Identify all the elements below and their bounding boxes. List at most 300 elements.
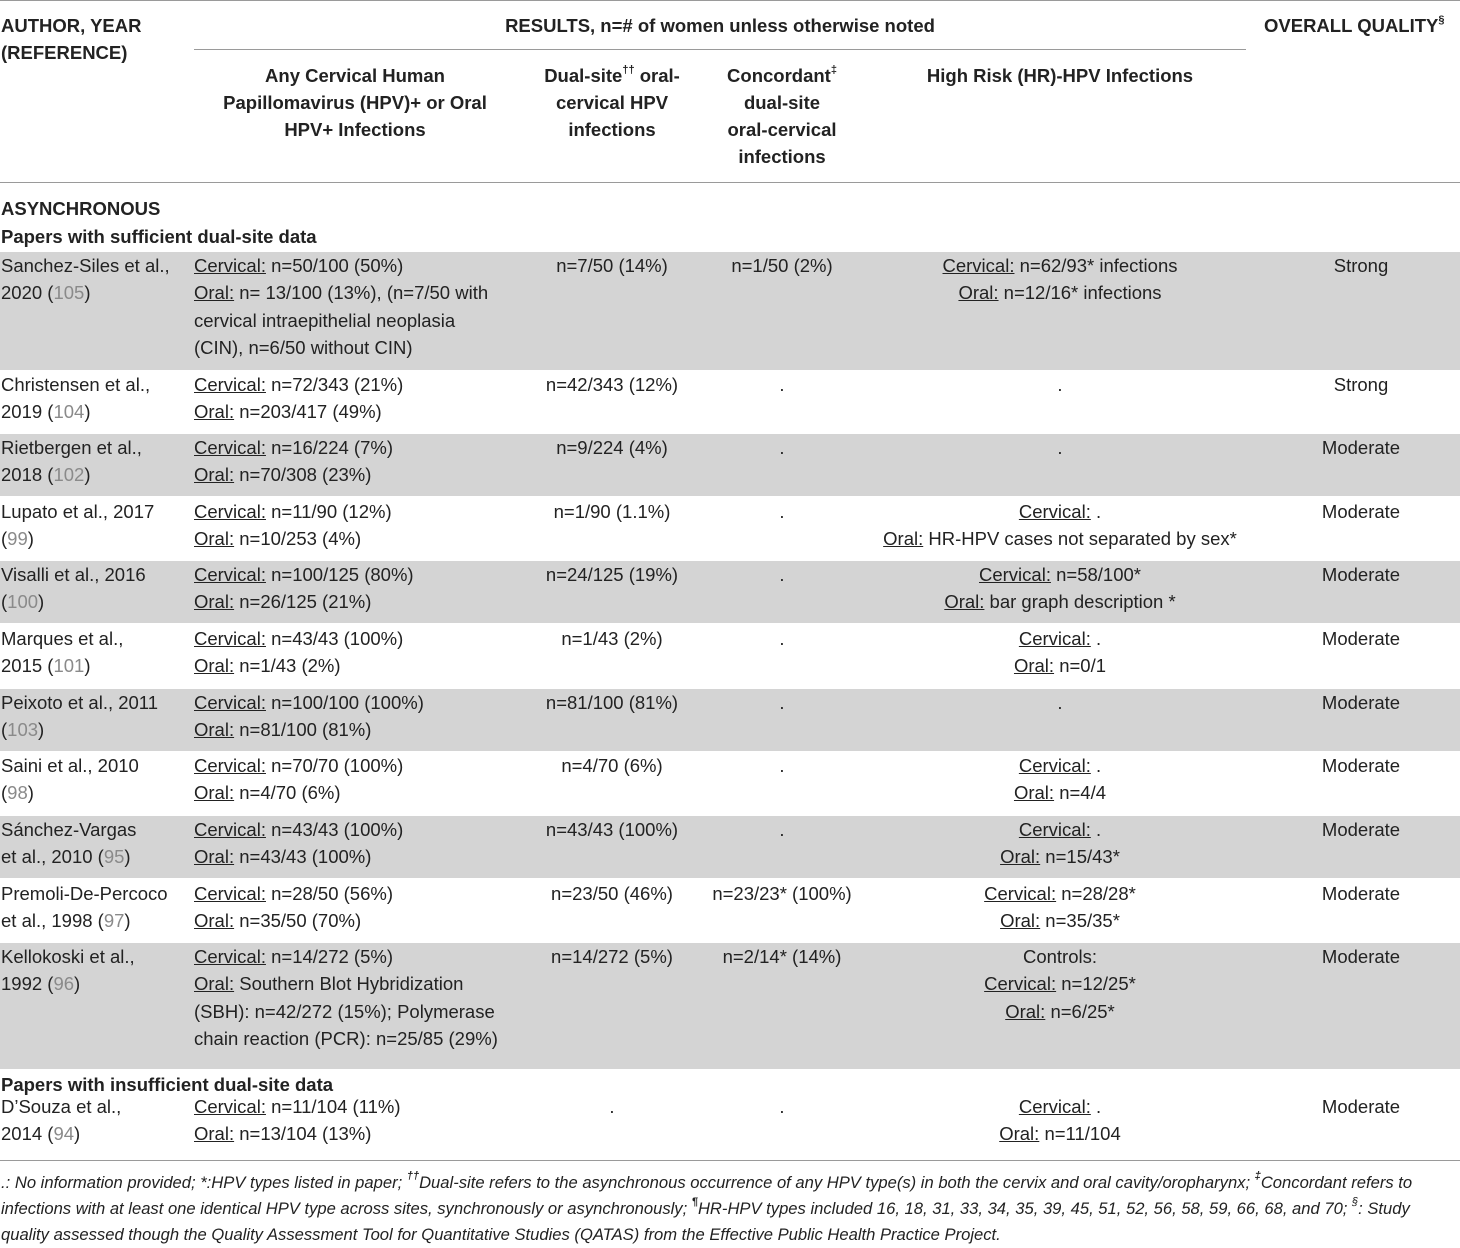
author-line [1, 652, 189, 679]
hr-line [870, 689, 1250, 716]
hr-value: n=12/25* [1056, 973, 1136, 995]
quality-cell: Strong [1333, 255, 1389, 276]
quality-cell: Moderate [1321, 564, 1401, 585]
reference-number: 104 [53, 401, 85, 423]
author-text: 2014 ( [1, 1123, 54, 1145]
reference-number: 105 [53, 282, 85, 304]
author-text: 2018 ( [1, 464, 54, 486]
hr-line [870, 498, 1250, 525]
site-label: Cervical: [942, 255, 1015, 276]
author-text: et al., 1998 ( [1, 910, 104, 932]
site-label: Cervical: [979, 564, 1051, 585]
site-label: Cervical: [984, 973, 1057, 995]
infection-line [194, 716, 524, 743]
site-label: Oral: [194, 846, 235, 868]
infection-value: n=43/43 (100%) [265, 819, 404, 840]
any-infections-cell [194, 561, 524, 616]
author-line [1, 625, 189, 652]
author-text: ) [124, 846, 131, 868]
hr-line [870, 561, 1250, 588]
table-row [0, 943, 1460, 1069]
hr-line [870, 1120, 1250, 1147]
quality-cell: Moderate [1321, 692, 1401, 713]
infection-value: n=11/90 (12%) [265, 501, 392, 522]
hr-value: . [1090, 755, 1102, 776]
infection-line [194, 752, 524, 779]
author-text: ) [38, 591, 45, 613]
section-insufficient: Papers with insufficient dual-site data [1, 1074, 334, 1095]
hr-value: . [1090, 1096, 1102, 1117]
site-label: Cervical: [194, 501, 266, 522]
site-label: Oral: [194, 655, 235, 677]
author-text: 1992 ( [1, 973, 54, 995]
infection-value: n=14/272 (5%) [265, 946, 393, 967]
author-text: ) [74, 973, 81, 995]
author-text: ( [1, 528, 8, 550]
hr-hpv-cell [870, 252, 1250, 307]
reference-number: 99 [7, 528, 28, 550]
dual-site-cell: n=24/125 (19%) [545, 564, 679, 585]
site-label: Cervical: [1018, 755, 1091, 776]
concordant-cell: . [779, 628, 785, 649]
author-line [1, 689, 189, 716]
hr-line [870, 752, 1250, 779]
section-sufficient: Papers with sufficient dual-site data [1, 226, 317, 247]
site-label: Cervical: [984, 883, 1057, 904]
author-text: 2019 ( [1, 401, 54, 423]
infection-value: n=16/224 (7%) [265, 437, 393, 458]
quality-cell: Moderate [1321, 628, 1401, 649]
author-line [1, 943, 189, 970]
author-cell [1, 434, 189, 489]
hr-value: . [1090, 819, 1102, 840]
hr-value: . [1090, 501, 1102, 522]
infection-value: n= 13/100 (13%), (n=7/50 with [234, 282, 489, 304]
author-cell [1, 498, 189, 553]
author-text: D’Souza et al., [1, 1096, 122, 1117]
dual-site-cell: n=7/50 (14%) [556, 255, 668, 276]
table-row [0, 498, 1460, 560]
author-text: ) [74, 1123, 81, 1145]
hr-value: Controls: [1022, 946, 1098, 967]
site-label: Oral: [1000, 846, 1041, 868]
header-concordant: Concordant‡ dual-site oral-cervical infections [727, 63, 837, 167]
header-quality: OVERALL QUALITY§ [1264, 13, 1445, 36]
hr-value: n=0/1 [1054, 655, 1107, 677]
author-text: Peixoto et al., 2011 [1, 692, 159, 713]
author-line [1, 752, 189, 779]
author-line [1, 816, 189, 843]
hr-line [870, 843, 1250, 870]
hr-line [870, 279, 1250, 306]
hr-hpv-cell [870, 625, 1250, 680]
dual-site-cell: n=1/90 (1.1%) [553, 501, 671, 522]
hr-value: . [1057, 437, 1063, 458]
any-infections-cell [194, 434, 524, 489]
author-line [1, 1120, 189, 1147]
table-row [0, 689, 1460, 751]
infection-line [194, 943, 524, 970]
site-label: Oral: [194, 973, 235, 995]
author-cell [1, 689, 189, 744]
site-label: Oral: [194, 782, 235, 804]
hr-value: n=6/25* [1045, 1000, 1115, 1022]
reference-number: 97 [103, 910, 125, 932]
author-cell [1, 625, 189, 680]
infection-value: n=11/104 (11%) [265, 1096, 401, 1117]
author-text: ) [84, 401, 91, 423]
author-text: Premoli-De-Percoco [1, 883, 168, 904]
quality-cell: Moderate [1321, 501, 1401, 522]
author-text: ( [1, 782, 8, 804]
infection-value: n=100/100 (100%) [265, 692, 424, 713]
hr-value: . [1090, 628, 1102, 649]
site-label: Cervical: [194, 755, 266, 776]
infection-value: Southern Blot Hybridization [234, 973, 464, 995]
concordant-cell: . [779, 374, 785, 395]
author-line [1, 525, 189, 552]
author-text: ( [1, 591, 8, 613]
hr-line [870, 371, 1250, 398]
infection-line [194, 498, 524, 525]
author-cell [1, 943, 189, 998]
results-rule [194, 49, 1246, 50]
site-label: Oral: [1013, 782, 1055, 804]
hr-line [870, 252, 1250, 279]
author-line [1, 843, 189, 870]
quality-cell: Moderate [1321, 1096, 1401, 1117]
author-text: ) [27, 528, 34, 550]
author-line [1, 970, 189, 997]
dual-site-cell: n=43/43 (100%) [545, 819, 679, 840]
hr-line [870, 943, 1250, 970]
infection-value: n=70/70 (100%) [265, 755, 404, 776]
site-label: Oral: [194, 1123, 235, 1145]
infection-line [194, 652, 524, 679]
author-line [1, 279, 189, 306]
reference-number: 94 [53, 1123, 75, 1145]
header-hr-hpv: High Risk (HR)-HPV Infections [926, 65, 1194, 86]
site-label: Oral: [194, 719, 235, 741]
concordant-cell: . [779, 819, 785, 840]
author-cell [1, 816, 189, 871]
infection-value: n=72/343 (21%) [265, 374, 404, 395]
hr-line [870, 525, 1250, 552]
author-text: Lupato et al., 2017 [1, 501, 155, 522]
table-row [0, 816, 1460, 878]
author-text: Sánchez-Vargas [1, 819, 137, 840]
hr-line [870, 588, 1250, 615]
author-cell [1, 880, 189, 935]
author-text: ) [38, 719, 45, 741]
quality-cell: Moderate [1321, 883, 1401, 904]
author-cell [1, 1093, 189, 1148]
author-text: ) [124, 910, 131, 932]
any-infections-cell [194, 625, 524, 680]
author-line [1, 461, 189, 488]
author-line [1, 779, 189, 806]
infection-line [194, 1120, 524, 1147]
author-line [1, 716, 189, 743]
hr-value: n=58/100* [1050, 564, 1141, 585]
site-label: Cervical: [194, 255, 266, 276]
hr-line [870, 779, 1250, 806]
author-line [1, 880, 189, 907]
hr-value: n=11/104 [1039, 1123, 1121, 1145]
author-text: Marques et al., [1, 628, 124, 649]
site-label: Oral: [194, 910, 235, 932]
reference-number: 100 [7, 591, 39, 613]
hr-line [870, 970, 1250, 997]
author-text: ) [84, 464, 91, 486]
site-label: Oral: [1000, 910, 1041, 932]
quality-cell: Moderate [1321, 755, 1401, 776]
infection-value: (SBH): n=42/272 (15%); Polymerase [194, 1000, 495, 1022]
infection-value: n=43/43 (100%) [265, 628, 404, 649]
infection-line [194, 279, 524, 306]
header-author: AUTHOR, YEAR (REFERENCE) [1, 15, 142, 63]
reference-number: 95 [103, 846, 125, 868]
dual-site-cell: n=1/43 (2%) [561, 628, 663, 649]
hr-hpv-cell [870, 689, 1250, 716]
site-label: Oral: [194, 464, 235, 486]
author-text: 2015 ( [1, 655, 54, 677]
section-asynchronous: ASYNCHRONOUS [1, 198, 161, 219]
author-line [1, 252, 189, 279]
site-label: Oral: [958, 282, 999, 304]
infection-line [194, 525, 524, 552]
site-label: Cervical: [194, 628, 266, 649]
header-results: RESULTS, n=# of women unless otherwise noted [505, 15, 935, 36]
dual-site-cell: n=9/224 (4%) [556, 437, 668, 458]
infection-value: n=4/70 (6%) [234, 782, 341, 804]
infection-value: (CIN), n=6/50 without CIN) [194, 336, 413, 358]
any-infections-cell [194, 498, 524, 553]
infection-line [194, 307, 524, 334]
reference-number: 98 [7, 782, 28, 804]
hr-value: . [1057, 692, 1063, 713]
reference-number: 101 [53, 655, 85, 677]
infection-line [194, 371, 524, 398]
quality-cell: Moderate [1321, 437, 1401, 458]
hr-hpv-cell [870, 434, 1250, 461]
infection-line [194, 779, 524, 806]
table-row [0, 752, 1460, 814]
author-text: ) [84, 282, 91, 304]
top-rule [0, 0, 1460, 1]
site-label: Cervical: [1018, 819, 1091, 840]
site-label: Cervical: [194, 1096, 266, 1117]
hr-hpv-cell [870, 371, 1250, 398]
hr-line [870, 625, 1250, 652]
infection-line [194, 1025, 524, 1052]
author-text: ) [84, 655, 91, 677]
dual-site-cell: . [609, 1096, 615, 1117]
any-infections-cell [194, 689, 524, 744]
author-cell [1, 561, 189, 616]
table-row [0, 434, 1460, 496]
author-cell [1, 252, 189, 307]
author-line [1, 907, 189, 934]
infection-line [194, 998, 524, 1025]
infection-value: n=26/125 (21%) [234, 591, 372, 613]
quality-cell: Moderate [1321, 946, 1401, 967]
site-label: Oral: [999, 1123, 1040, 1145]
site-label: Cervical: [194, 374, 266, 395]
dual-site-cell: n=81/100 (81%) [545, 692, 679, 713]
author-text: Christensen et al., [1, 374, 151, 395]
site-label: Cervical: [1018, 628, 1091, 649]
concordant-cell: n=1/50 (2%) [731, 255, 833, 276]
author-text: et al., 2010 ( [1, 846, 104, 868]
infection-line [194, 434, 524, 461]
infection-line [194, 816, 524, 843]
table-row [0, 561, 1460, 623]
site-label: Cervical: [194, 883, 266, 904]
infection-value: cervical intraepithelial neoplasia [194, 309, 456, 331]
infection-line [194, 588, 524, 615]
infection-line [194, 461, 524, 488]
author-line [1, 588, 189, 615]
hr-value: n=4/4 [1054, 782, 1107, 804]
infection-line [194, 689, 524, 716]
site-label: Cervical: [194, 437, 266, 458]
table-row [0, 371, 1460, 433]
footnote: .: No information provided; *:HPV types listed in paper; ††Dual-site refers to the asynchronous occurrence of any HPV type(s) in both the cervix and oral cavity/oropharynx; ‡Concordant refers to infections with at least one identical HPV type across sites, synchronously or asynchronously; ¶HR-HPV types included 16, 18, 31, 33, 34, 35, 39, 45, 51, 52, 56, 58, 59, 66, 68, and 70; §: Study quality assessed though the Quality Assessment Tool for Quantitative Studies (QATAS) from the Effective Public Health Practice Project. [1, 1170, 1413, 1244]
concordant-cell: . [779, 755, 785, 776]
hr-line [870, 880, 1250, 907]
quality-cell: Strong [1333, 374, 1389, 395]
hr-line [870, 434, 1250, 461]
author-text: ( [1, 719, 8, 741]
infection-line [194, 907, 524, 934]
any-infections-cell [194, 752, 524, 807]
author-text: ) [27, 782, 34, 804]
header-any-infections: Any Cervical Human Papillomavirus (HPV)+ or Oral HPV+ Infections [223, 65, 487, 140]
infection-value: n=70/308 (23%) [234, 464, 372, 486]
infection-line [194, 334, 524, 361]
header-dual-site: Dual-site†† oral- cervical HPV infections [544, 63, 680, 140]
concordant-cell: n=23/23* (100%) [712, 883, 852, 904]
table-row [0, 1093, 1460, 1155]
hr-hpv-cell [870, 880, 1250, 935]
any-infections-cell [194, 252, 524, 361]
table-row [0, 625, 1460, 687]
infection-value: n=28/50 (56%) [265, 883, 393, 904]
infection-line [194, 970, 524, 997]
infection-value: n=43/43 (100%) [234, 846, 372, 868]
site-label: Oral: [944, 591, 985, 613]
infection-value: n=10/253 (4%) [234, 528, 362, 550]
author-text: Saini et al., 2010 [1, 755, 139, 776]
infection-line [194, 880, 524, 907]
author-line [1, 398, 189, 425]
dual-site-cell: n=4/70 (6%) [561, 755, 663, 776]
hr-value: n=15/43* [1040, 846, 1120, 868]
hr-hpv-cell [870, 752, 1250, 807]
site-label: Oral: [194, 401, 235, 423]
hr-value: n=28/28* [1056, 883, 1136, 904]
any-infections-cell [194, 1093, 524, 1148]
site-label: Oral: [194, 528, 235, 550]
reference-number: 102 [53, 464, 85, 486]
bottom-rule [0, 1160, 1460, 1161]
hr-value: HR-HPV cases not separated by sex* [923, 528, 1237, 550]
any-infections-cell [194, 816, 524, 871]
infection-line [194, 561, 524, 588]
hr-value: . [1057, 374, 1063, 395]
reference-number: 96 [53, 973, 75, 995]
any-infections-cell [194, 943, 524, 1052]
author-line [1, 498, 189, 525]
infection-value: n=13/104 (13%) [234, 1123, 372, 1145]
author-text: 2020 ( [1, 282, 54, 304]
any-infections-cell [194, 880, 524, 935]
hr-hpv-cell [870, 1093, 1250, 1148]
infection-line [194, 252, 524, 279]
table-row [0, 880, 1460, 942]
table-row [0, 252, 1460, 370]
infection-value: n=1/43 (2%) [234, 655, 341, 677]
hr-hpv-cell [870, 816, 1250, 871]
infection-value: n=203/417 (49%) [234, 401, 382, 423]
concordant-cell: . [779, 564, 785, 585]
header-rule [0, 182, 1460, 183]
infection-line [194, 843, 524, 870]
site-label: Cervical: [194, 819, 266, 840]
infection-value: chain reaction (PCR): n=25/85 (29%) [194, 1027, 498, 1049]
infection-value: n=35/50 (70%) [234, 910, 362, 932]
dual-site-cell: n=14/272 (5%) [551, 946, 673, 967]
site-label: Oral: [194, 282, 235, 304]
infection-line [194, 625, 524, 652]
any-infections-cell [194, 371, 524, 426]
hr-value: n=35/35* [1040, 910, 1120, 932]
author-text: Sanchez-Siles et al., [1, 255, 170, 276]
author-text: Visalli et al., 2016 [1, 564, 146, 585]
author-line [1, 434, 189, 461]
site-label: Cervical: [1018, 501, 1091, 522]
dual-site-cell: n=42/343 (12%) [545, 374, 679, 395]
hr-line [870, 1093, 1250, 1120]
author-cell [1, 752, 189, 807]
concordant-cell: n=2/14* (14%) [722, 946, 842, 967]
hr-hpv-cell [870, 943, 1250, 1025]
hr-line [870, 816, 1250, 843]
site-label: Oral: [1013, 655, 1055, 677]
infection-line [194, 398, 524, 425]
hr-line [870, 998, 1250, 1025]
reference-number: 103 [7, 719, 39, 741]
site-label: Oral: [194, 591, 235, 613]
site-label: Cervical: [194, 946, 266, 967]
hr-line [870, 907, 1250, 934]
infection-value: n=81/100 (81%) [234, 719, 372, 741]
hr-hpv-cell [870, 561, 1250, 616]
site-label: Cervical: [194, 692, 266, 713]
hr-value: bar graph description * [984, 591, 1176, 613]
quality-cell: Moderate [1321, 819, 1401, 840]
author-line [1, 371, 189, 398]
hr-value: n=12/16* infections [998, 282, 1162, 304]
site-label: Oral: [1005, 1000, 1046, 1022]
concordant-cell: . [779, 692, 785, 713]
hr-value: n=62/93* infections [1014, 255, 1178, 276]
site-label: Oral: [883, 528, 924, 550]
infection-value: n=50/100 (50%) [265, 255, 404, 276]
hr-hpv-cell [870, 498, 1250, 553]
site-label: Cervical: [194, 564, 266, 585]
